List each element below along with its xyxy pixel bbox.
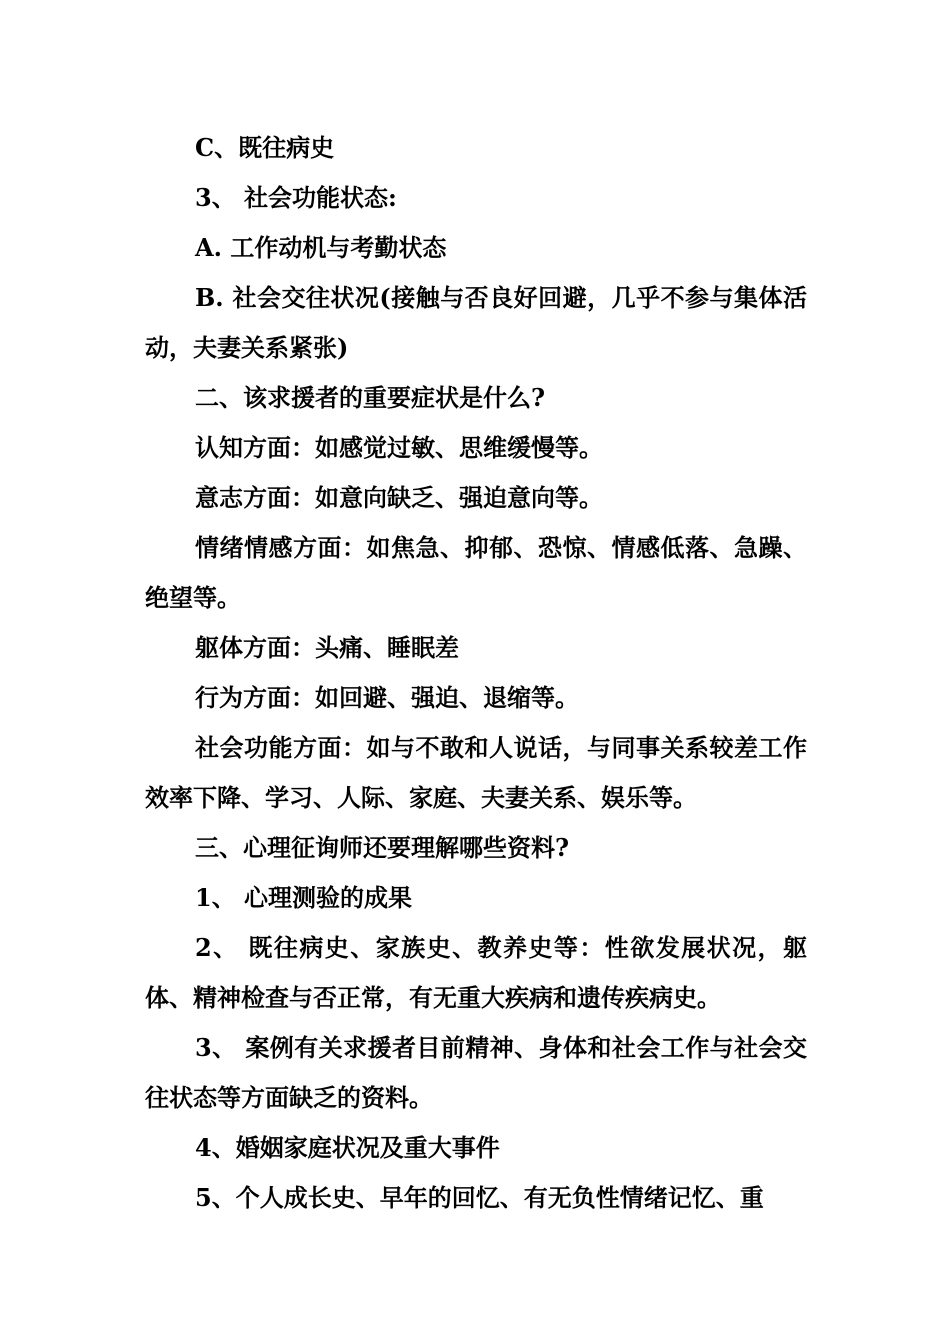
paragraph-question-three: 三、心理征询师还要理解哪些资料? bbox=[195, 833, 570, 862]
paragraph-emotional-symptoms: 情绪情感方面：如焦急、抑郁、恐惊、情感低落、急躁、绝望等。 bbox=[145, 533, 807, 612]
paragraph-behavior-symptoms: 行为方面：如回避、强迫、退缩等。 bbox=[195, 683, 579, 712]
paragraph-social-function-heading: 3、 社会功能状态: bbox=[195, 183, 397, 212]
paragraph-social-interaction: B. 社会交往状况(接触与否良好回避，几乎不参与集体活动，夫妻关系紧张) bbox=[145, 283, 807, 362]
paragraph-question-two: 二、该求援者的重要症状是什么? bbox=[195, 383, 546, 412]
paragraph-volition-symptoms: 意志方面：如意向缺乏、强迫意向等。 bbox=[195, 483, 603, 512]
paragraph-missing-information: 3、 案例有关求援者目前精神、身体和社会工作与社会交往状态等方面缺乏的资料。 bbox=[145, 1033, 807, 1112]
paragraph-social-function-symptoms: 社会功能方面：如与不敢和人说话，与同事关系较差工作效率下降、学习、人际、家庭、夫妻关系、娱乐等。 bbox=[145, 733, 807, 812]
paragraph-test-results: 1、 心理测验的成果 bbox=[195, 883, 413, 912]
paragraph-work-motivation: A. 工作动机与考勤状态 bbox=[195, 233, 447, 262]
paragraph-somatic-symptoms: 躯体方面：头痛、睡眠差 bbox=[195, 633, 459, 662]
paragraph-personal-history: 5、个人成长史、早年的回忆、有无负性情绪记忆、重 bbox=[195, 1183, 764, 1212]
paragraph-history-items: 2、 既往病史、家族史、教养史等：性欲发展状况，躯体、精神检查与否正常，有无重大疾病和遗传疾病史。 bbox=[145, 933, 807, 1012]
document-body bbox=[145, 123, 807, 1223]
paragraph-family-events: 4、婚姻家庭状况及重大事件 bbox=[195, 1133, 500, 1162]
paragraph-past-medical-history: C、既往病史 bbox=[195, 133, 335, 162]
paragraph-cognitive-symptoms: 认知方面：如感觉过敏、思维缓慢等。 bbox=[195, 433, 603, 462]
